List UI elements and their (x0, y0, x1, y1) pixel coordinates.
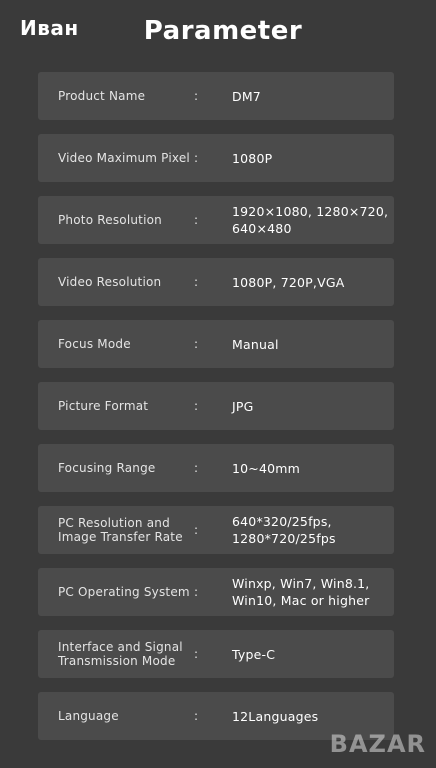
param-value: Winxp, Win7, Win8.1, Win10, Mac or higher (232, 576, 370, 608)
param-value: 12Languages (232, 708, 319, 724)
param-label: PC Operating System (58, 585, 190, 599)
param-label: Picture Format (58, 399, 149, 413)
param-value: 1920×1080, 1280×720, 640×480 (232, 204, 389, 236)
param-row-picture-format (38, 382, 394, 430)
bazar-logo-watermark: BAZAR (329, 730, 426, 758)
param-separator: : (194, 151, 199, 165)
param-value: 640*320/25fps, 1280*720/25fps (232, 514, 336, 546)
param-value: DM7 (232, 88, 261, 104)
param-row-pc-resolution (38, 506, 394, 554)
param-label: PC Resolution and Image Transfer Rate (58, 516, 183, 544)
param-separator: : (194, 275, 199, 289)
param-row-pc-os (38, 568, 394, 616)
param-separator: : (194, 709, 199, 723)
param-separator: : (194, 213, 199, 227)
param-row-focus-mode (38, 320, 394, 368)
param-label: Interface and Signal Transmission Mode (58, 640, 183, 668)
param-separator: : (194, 399, 199, 413)
param-value: 1080P, 720P,VGA (232, 274, 345, 290)
param-label: Focusing Range (58, 461, 156, 475)
param-separator: : (194, 89, 199, 103)
param-separator: : (194, 337, 199, 351)
param-value: 10~40mm (232, 460, 301, 476)
param-row-photo-resolution (38, 196, 394, 244)
param-label: Focus Mode (58, 337, 131, 351)
param-row-video-resolution (38, 258, 394, 306)
seller-watermark: Иван (20, 16, 79, 40)
page-title: Parameter (143, 16, 303, 46)
param-label: Video Maximum Pixel (58, 151, 190, 165)
param-label: Photo Resolution (58, 213, 162, 227)
param-value: Type-C (232, 646, 276, 662)
param-label: Language (58, 709, 119, 723)
param-separator: : (194, 461, 199, 475)
param-separator: : (194, 585, 199, 599)
param-label: Product Name (58, 89, 146, 103)
param-value: JPG (232, 398, 254, 414)
param-value: 1080P (232, 150, 273, 166)
param-row-focusing-range (38, 444, 394, 492)
param-value: Manual (232, 336, 279, 352)
param-label: Video Resolution (58, 275, 162, 289)
param-separator: : (194, 523, 199, 537)
param-row-interface (38, 630, 394, 678)
param-row-video-max-pixel (38, 134, 394, 182)
param-separator: : (194, 647, 199, 661)
param-row-product-name (38, 72, 394, 120)
